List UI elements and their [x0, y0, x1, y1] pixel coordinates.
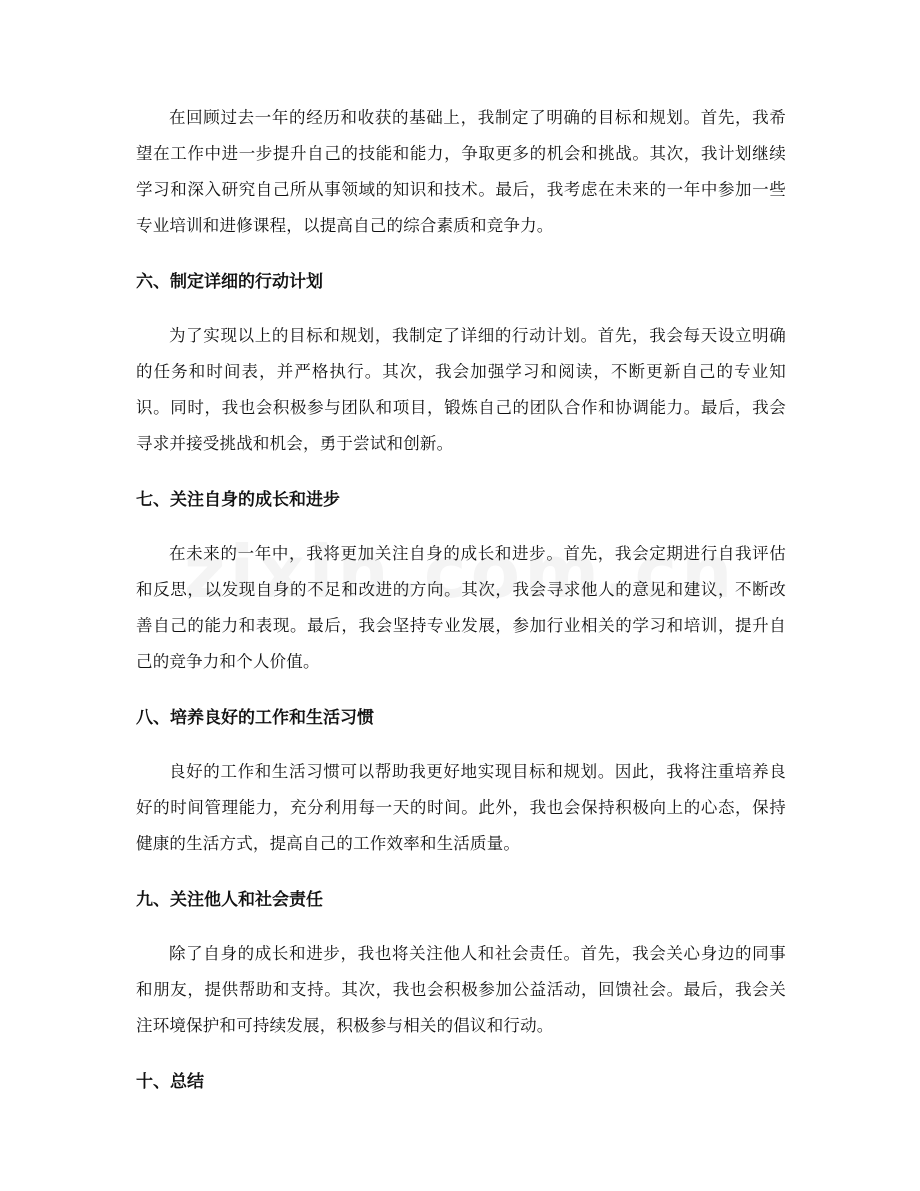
paragraph-section-9: 除了自身的成长和进步，我也将关注他人和社会责任。首先，我会关心身边的同事和朋友，提供帮助和支持。其次，我也会积极参加公益活动，回馈社会。最后，我会关注环境保护和可持续发展，积极参与相关的倡议和行动。 — [136, 944, 786, 1035]
heading-section-10: 十、总结 — [136, 1072, 204, 1092]
paragraph-section-6: 为了实现以上的目标和规划，我制定了详细的行动计划。首先，我会每天设立明确的任务和时间表，并严格执行。其次，我会加强学习和阅读，不断更新自己的专业知识。同时，我也会积极参与团队和项目，锻炼自己的团队合作和协调能力。最后，我会寻求并接受挑战和机会，勇于尝试和创新。 — [136, 326, 786, 453]
document-body — [136, 100, 786, 1100]
paragraph-section-8: 良好的工作和生活习惯可以帮助我更好地实现目标和规划。因此，我将注重培养良好的时间管理能力，充分利用每一天的时间。此外，我也会保持积极向上的心态，保持健康的生活方式，提高自己的工作效率和生活质量。 — [136, 762, 786, 853]
heading-section-6: 六、制定详细的行动计划 — [136, 272, 323, 292]
paragraph-goals: 在回顾过去一年的经历和收获的基础上，我制定了明确的目标和规划。首先，我希望在工作中进一步提升自己的技能和能力，争取更多的机会和挑战。其次，我计划继续学习和深入研究自己所从事领域的知识和技术。最后，我考虑在未来的一年中参加一些专业培训和进修课程，以提高自己的综合素质和竞争力。 — [136, 108, 786, 235]
heading-section-8: 八、培养良好的工作和生活习惯 — [136, 708, 374, 728]
heading-section-9: 九、关注他人和社会责任 — [136, 890, 323, 910]
heading-section-7: 七、关注自身的成长和进步 — [136, 490, 340, 510]
paragraph-section-7: 在未来的一年中，我将更加关注自身的成长和进步。首先，我会定期进行自我评估和反思，以发现自身的不足和改进的方向。其次，我会寻求他人的意见和建议，不断改善自己的能力和表现。最后，我会坚持专业发展，参加行业相关的学习和培训，提升自己的竞争力和个人价值。 — [136, 544, 786, 671]
